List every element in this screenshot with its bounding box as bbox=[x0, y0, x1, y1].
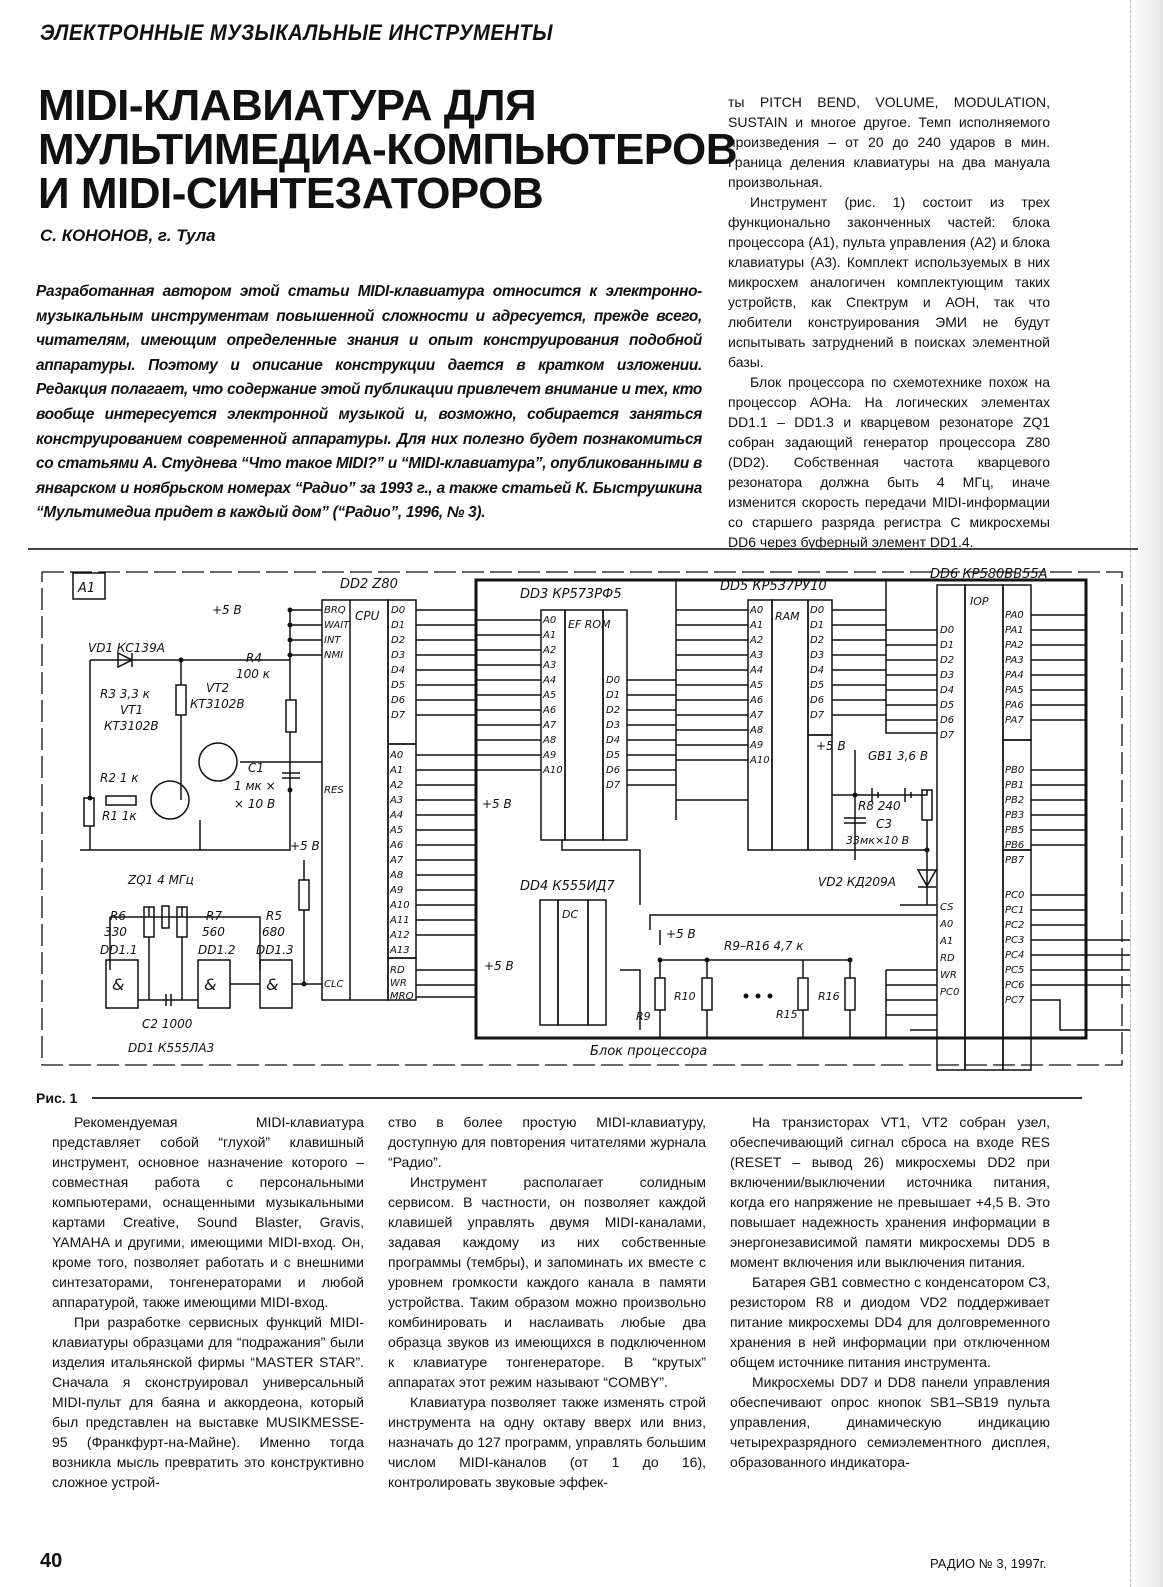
label-c3-value: 33мк×10 В bbox=[846, 834, 910, 847]
resistor-r16 bbox=[845, 978, 855, 1010]
paragraph: ты PITCH BEND, VOLUME, MODULATION, SUSTAIN и многое другое. Темп исполняемого произведения – от 20 до 240 ударов в мин. Граница деления клавиатуры на два мануала произвольная. bbox=[728, 94, 1050, 190]
pin-label-ppi-data: D1 bbox=[940, 640, 955, 651]
label-vt1-type: КТ3102В bbox=[104, 719, 159, 733]
label-r10: R10 bbox=[674, 990, 696, 1003]
pin-label-ram-addr: A4 bbox=[750, 665, 764, 676]
pin-label-port-b: PB1 bbox=[1005, 780, 1025, 791]
pin-label-ram-addr: A1 bbox=[750, 620, 764, 631]
text-column-2 bbox=[388, 1112, 706, 1492]
pin-label-ppi-data: D6 bbox=[940, 715, 955, 726]
pin-label-ppi-data: D4 bbox=[940, 685, 955, 696]
pin-label-cpu-addr: A9 bbox=[390, 885, 404, 896]
label-c1-voltage: × 10 В bbox=[234, 797, 276, 811]
schematic-figure bbox=[0, 550, 1163, 1090]
pin-label-cpu-ctrl: BRQ bbox=[324, 605, 346, 616]
label-gb1: GB1 3,6 В bbox=[868, 749, 929, 763]
label-dd6-core: IOP bbox=[970, 595, 989, 608]
magazine-issue: РАДИО № 3, 1997г. bbox=[930, 1556, 1047, 1571]
label-r5: R5 bbox=[266, 909, 282, 923]
pin-label-ram-addr: A2 bbox=[750, 635, 764, 646]
label-r4: R4 bbox=[246, 651, 262, 665]
label-r7-value: 560 bbox=[202, 925, 225, 939]
pin-label-port-c: PC7 bbox=[1005, 995, 1025, 1006]
text-column-1 bbox=[52, 1112, 364, 1492]
label-dd1: DD1 К555ЛА3 bbox=[128, 1041, 215, 1055]
label-r9-r16: R9–R16 4,7 к bbox=[724, 939, 804, 953]
label-r15: R15 bbox=[776, 1008, 798, 1021]
page-number: 40 bbox=[40, 1550, 63, 1572]
pin-label-ram-data: D5 bbox=[810, 680, 825, 691]
pin-label-rom-data: D2 bbox=[606, 705, 621, 716]
label-r4-value: 100 к bbox=[236, 667, 270, 681]
resistor-r2 bbox=[106, 796, 136, 805]
pin-label-cpu-addr: A11 bbox=[390, 915, 410, 926]
author-byline: С. КОНОНОВ, г. Тула bbox=[40, 226, 216, 245]
pin-label-ppi-ctrl: PC0 bbox=[940, 987, 960, 998]
label-plus5v: +5 В bbox=[482, 797, 512, 811]
pin-label-cpu-addr: A6 bbox=[390, 840, 404, 851]
resistor-r1 bbox=[84, 798, 94, 826]
label-dd5: DD5 КР537РУ10 bbox=[720, 579, 827, 594]
ellipsis-dot bbox=[744, 994, 749, 999]
pin-label-port-b: PB0 bbox=[1005, 765, 1025, 776]
pin-label-rom-addr: A8 bbox=[543, 735, 557, 746]
label-r3: R3 3,3 к bbox=[100, 687, 150, 701]
transistor-vt1 bbox=[151, 781, 189, 819]
title-line: MIDI-КЛАВИАТУРА ДЛЯ bbox=[38, 81, 537, 130]
pin-label-rom-addr: A5 bbox=[543, 690, 557, 701]
pin-label-port-a: PA5 bbox=[1005, 685, 1024, 696]
label-c2: C2 1000 bbox=[142, 1017, 193, 1031]
pin-label-cpu-data: D6 bbox=[391, 695, 406, 706]
resistor-r4 bbox=[286, 700, 296, 732]
pin-label-ram-data: D0 bbox=[810, 605, 825, 616]
label-r7: R7 bbox=[206, 909, 222, 923]
pin-label-ppi-ctrl: WR bbox=[940, 970, 957, 981]
pin-label-port-b: PB2 bbox=[1005, 795, 1025, 806]
pin-label-port-c: PC5 bbox=[1005, 965, 1025, 976]
pin-label-ram-addr: A10 bbox=[750, 755, 770, 766]
title-line: И MIDI-СИНТЕЗАТОРОВ bbox=[38, 169, 544, 218]
pin-label-rom-addr: A9 bbox=[543, 750, 557, 761]
pin-label-ram-addr: A3 bbox=[750, 650, 764, 661]
label-plus5v: +5 В bbox=[484, 959, 514, 973]
pin-label-cpu-addr: A10 bbox=[390, 900, 410, 911]
pin-label-rom-data: D0 bbox=[606, 675, 621, 686]
label-vd1: VD1 КС139А bbox=[88, 641, 165, 655]
label-dd1-3: DD1.3 bbox=[256, 943, 294, 957]
pin-label-cpu-ctrl: INT bbox=[324, 635, 341, 646]
pin-label-ram-data: D2 bbox=[810, 635, 825, 646]
pin-label-cpu-ctrl: RES bbox=[324, 785, 344, 796]
transistor-vt2 bbox=[199, 743, 237, 781]
pin-label-ram-data: D4 bbox=[810, 665, 825, 676]
pin-label-port-b: PB3 bbox=[1005, 810, 1025, 821]
nand-symbol: & bbox=[266, 975, 279, 994]
resistor-r10 bbox=[702, 978, 712, 1010]
label-zq1: ZQ1 4 МГц bbox=[128, 873, 194, 887]
resistor-r3 bbox=[176, 685, 186, 715]
label-c3: C3 bbox=[876, 817, 893, 831]
pin-label-rom-data: D6 bbox=[606, 765, 621, 776]
pin-label-port-a: PA3 bbox=[1005, 655, 1024, 666]
ellipsis-dot bbox=[756, 994, 761, 999]
bus-box bbox=[476, 580, 1086, 1038]
pin-label-ppi-data: D0 bbox=[940, 625, 955, 636]
label-c1-value: 1 мк × bbox=[234, 779, 276, 793]
pin-label-cpu-data: D1 bbox=[391, 620, 406, 631]
pin-label-ppi-data: D5 bbox=[940, 700, 955, 711]
pin-label-ppi-data: D2 bbox=[940, 655, 955, 666]
resistor-r9 bbox=[655, 978, 665, 1010]
label-plus5v: +5 В bbox=[816, 739, 846, 753]
pin-label-rom-addr: A7 bbox=[543, 720, 557, 731]
nand-symbol: & bbox=[112, 975, 125, 994]
pin-label-cpu-addr: A12 bbox=[390, 930, 410, 941]
pin-label-ram-addr: A7 bbox=[750, 710, 764, 721]
pin-label-cpu-addr: A4 bbox=[390, 810, 404, 821]
label-plus5v: +5 В bbox=[666, 927, 696, 941]
pin-label-ppi-ctrl: RD bbox=[940, 953, 955, 964]
paragraph: Рекомендуемая MIDI-клавиатура представляет собой “глухой” клавишный инструмент, основное назначение которого – совместная работа с персональными компьютерами, оснащенными музыкальными картами Creative, Sound Blaster, Gravis, YAMAHA и другими, имеющими MIDI-вход. Он, кроме того, позволяет работать и с внешними синтезаторами, тонгенераторами и любой аппаратурой, также имеющими MIDI-вход. bbox=[52, 1114, 364, 1310]
label-dd3-core: EF ROM bbox=[568, 618, 611, 631]
pin-label-ram-addr: A0 bbox=[750, 605, 764, 616]
label-plus5v: +5 В bbox=[212, 603, 242, 617]
pin-label-cpu-addr: A8 bbox=[390, 870, 404, 881]
pin-label-ram-data: D3 bbox=[810, 650, 825, 661]
label-vt2: VT2 bbox=[206, 681, 230, 695]
pin-label-port-a: PA0 bbox=[1005, 610, 1024, 621]
paragraph: Блок процессора по схемотехнике похож на процессор АОНа. На логических элементах DD1.1 – DD1.3 и кварцевом резонаторе ZQ1 собран задающий генератор процессора Z80 (DD2). Собственная частота кварцевого резонатора должна быть 4 МГц, иначе изменится скорость передачи MIDI-информации со старшего разряда регистра С микросхемы DD6 через буферный элемент DD1.4. bbox=[728, 374, 1050, 550]
pin-label-ppi-ctrl: A1 bbox=[940, 936, 954, 947]
pin-label-port-a: PA2 bbox=[1005, 640, 1024, 651]
pin-label-cpu-addr: A3 bbox=[390, 795, 404, 806]
pin-label-ram-data: D6 bbox=[810, 695, 825, 706]
text-column-top-right bbox=[728, 92, 1050, 552]
pin-label-port-c: PC4 bbox=[1005, 950, 1025, 961]
pin-label-ppi-data: D7 bbox=[940, 730, 955, 741]
pin-label-rom-data: D4 bbox=[606, 735, 621, 746]
pin-label-rom-addr: A2 bbox=[543, 645, 557, 656]
paragraph: Микросхемы DD7 и DD8 панели управления обеспечивают опрос кнопок SB1–SB19 пульта управления, динамическую индикацию четырехразрядного семиэлементного дисплея, образованного индикатора- bbox=[730, 1374, 1050, 1470]
pin-label-cpu-ctrl: RD bbox=[390, 965, 405, 976]
pin-label-rom-addr: A0 bbox=[543, 615, 557, 626]
pin-label-ram-addr: A6 bbox=[750, 695, 764, 706]
pin-label-cpu-ctrl: NMI bbox=[324, 650, 344, 661]
label-dd2-core: CPU bbox=[355, 609, 380, 623]
figure-caption: Рис. 1 bbox=[36, 1090, 78, 1106]
capacitor-c1 bbox=[282, 773, 300, 778]
pin-label-ram-data: D7 bbox=[810, 710, 825, 721]
pin-label-cpu-addr: A1 bbox=[390, 765, 404, 776]
title-line: МУЛЬТИМЕДИА-КОМПЬЮТЕРОВ bbox=[38, 125, 738, 174]
label-r1: R1 1к bbox=[102, 809, 137, 823]
label-dd4-core: DC bbox=[562, 908, 579, 921]
label-r6: R6 bbox=[110, 909, 126, 923]
block-label: Блок процессора bbox=[590, 1044, 708, 1059]
pin-label-port-c: PC1 bbox=[1005, 905, 1025, 916]
label-r6-value: 330 bbox=[104, 925, 127, 939]
article-title bbox=[38, 81, 738, 218]
pin-label-ram-addr: A5 bbox=[750, 680, 764, 691]
pin-label-cpu-addr: A5 bbox=[390, 825, 404, 836]
label-dd2: DD2 Z80 bbox=[340, 577, 398, 592]
section-heading: ЭЛЕКТРОННЫЕ МУЗЫКАЛЬНЫЕ ИНСТРУМЕНТЫ bbox=[40, 20, 553, 45]
pin-label-cpu-data: D0 bbox=[391, 605, 406, 616]
pin-label-cpu-addr: A7 bbox=[390, 855, 404, 866]
label-r16: R16 bbox=[818, 990, 840, 1003]
pin-label-rom-addr: A10 bbox=[543, 765, 563, 776]
label-plus5v: +5 В bbox=[290, 839, 320, 853]
pin-label-port-c: PC3 bbox=[1005, 935, 1025, 946]
pin-label-port-c: PC6 bbox=[1005, 980, 1025, 991]
paragraph: Батарея GB1 совместно с конденсатором C3, резистором R8 и диодом VD2 поддерживает питание микросхемы DD4 для долговременного хранения в ней информации при отключенном общем источнике питания инструмента. bbox=[730, 1274, 1050, 1370]
text-column-3 bbox=[730, 1112, 1050, 1472]
label-dd6: DD6 КР580ВВ55А bbox=[930, 567, 1048, 582]
pin-label-cpu-ctrl: WAIT bbox=[324, 620, 350, 631]
pin-label-ppi-data: D3 bbox=[940, 670, 955, 681]
paragraph: Инструмент (рис. 1) состоит из трех функционально законченных частей: блока процессора (А1), пульта управления (А2) и блока клавиатуры (А3). Комплект используемых в них микросхем аналогичен комплектующим таких устройств, как Спектрум и АОН, так что любители конструирования ЭМИ не будут испытывать затруднений в поисках элементной базы. bbox=[728, 194, 1050, 370]
pin-label-cpu-data: D2 bbox=[391, 635, 406, 646]
module-label: A1 bbox=[78, 581, 96, 596]
resistor-r15 bbox=[798, 978, 808, 1010]
paragraph: Клавиатура позволяет также изменять строй инструмента на одну октаву вверх или вниз, назначать до 127 программ, управлять большим числом MIDI-каналов (от 1 до 16), контролировать звуковые эффек- bbox=[388, 1394, 706, 1490]
pin-label-ram-addr: A8 bbox=[750, 725, 764, 736]
pin-label-cpu-data: D7 bbox=[391, 710, 406, 721]
label-r9: R9 bbox=[636, 1010, 651, 1023]
pin-label-port-c: PC2 bbox=[1005, 920, 1025, 931]
pin-label-rom-data: D5 bbox=[606, 750, 621, 761]
label-c1: C1 bbox=[248, 761, 265, 775]
pin-label-port-a: PA7 bbox=[1005, 715, 1024, 726]
pin-label-cpu-addr: A2 bbox=[390, 780, 404, 791]
label-r8: R8 240 bbox=[858, 799, 901, 813]
pin-label-port-a: PA1 bbox=[1005, 625, 1024, 636]
caption-rule bbox=[92, 1097, 1082, 1099]
label-vt1: VT1 bbox=[120, 703, 144, 717]
pin-label-cpu-data: D5 bbox=[391, 680, 406, 691]
label-dd5-core: RAM bbox=[775, 610, 800, 623]
pin-label-cpu-ctrl: WR bbox=[390, 978, 407, 989]
paragraph: При разработке сервисных функций MIDI-клавиатуры образцами для “подражания” были изделия итальянской фирмы “MASTER STAR”. Сначала я сконструировал универсальный MIDI-пульт для баяна и аккордеона, который был представлен на выставке MUSIKMESSE-95 (Франкфурт-на-Майне). Именно тогда возникла мысль превратить это конструктивно сложное устрой- bbox=[52, 1314, 364, 1490]
pin-label-cpu-ctrl: CLC bbox=[324, 979, 344, 990]
paragraph: Инструмент располагает солидным сервисом. В частности, он позволяет каждой клавишей управлять двумя MIDI-каналами, задавая каждому из них собственные программы (тембры), и запоминать их вместе с уровнем громкости каждого канала в памяти устройства. Таким образом можно произвольно комбинировать и наслаивать любые два образца звуков из имеющихся в подключенном к клавиатуре тонгенераторе. В “крутых” аппаратах этот режим называют “COMBY”. bbox=[388, 1174, 706, 1390]
pin-label-port-a: PA4 bbox=[1005, 670, 1024, 681]
pin-label-rom-data: D1 bbox=[606, 690, 621, 701]
pin-label-rom-addr: A4 bbox=[543, 675, 557, 686]
label-vt2-type: КТ3102В bbox=[190, 697, 245, 711]
label-r5-value: 680 bbox=[262, 925, 285, 939]
pin-label-rom-addr: A6 bbox=[543, 705, 557, 716]
paragraph: На транзисторах VT1, VT2 собран узел, обеспечивающий сигнал сброса на входе RES (RESET – вывод 26) микросхемы DD2 при включении/выключении источника питания, когда его напряжение не превышает +4,5 В. Это повышает надежность хранения информации в энергонезависимой памяти микросхемы DD5 в момент включения или выключения питания. bbox=[730, 1114, 1050, 1270]
pin-label-port-a: PA6 bbox=[1005, 700, 1024, 711]
resistor-r5 bbox=[299, 880, 309, 910]
label-r2: R2 1 к bbox=[100, 771, 139, 785]
pin-label-ppi-ctrl: A0 bbox=[940, 919, 954, 930]
pin-label-port-b: PB6 bbox=[1005, 840, 1025, 851]
paragraph: ство в более простую MIDI-клавиатуру, доступную для повторения читателями журнала “Радио”. bbox=[388, 1114, 706, 1170]
pin-label-cpu-addr: A13 bbox=[390, 945, 410, 956]
ellipsis-dot bbox=[768, 994, 773, 999]
chip-dd4 bbox=[540, 900, 558, 1025]
pin-label-cpu-addr: A0 bbox=[390, 750, 404, 761]
label-dd4: DD4 К555ИД7 bbox=[520, 879, 615, 894]
pin-label-port-c: PC0 bbox=[1005, 890, 1025, 901]
pin-label-rom-data: D3 bbox=[606, 720, 621, 731]
pin-label-ram-addr: A9 bbox=[750, 740, 764, 751]
pin-label-port-b: PB7 bbox=[1005, 855, 1025, 866]
label-dd1-1: DD1.1 bbox=[100, 943, 138, 957]
label-vd2: VD2 КД209А bbox=[818, 875, 896, 889]
pin-label-cpu-data: D3 bbox=[391, 650, 406, 661]
pin-label-rom-data: D7 bbox=[606, 780, 621, 791]
label-dd1-2: DD1.2 bbox=[198, 943, 236, 957]
pin-label-ram-data: D1 bbox=[810, 620, 825, 631]
lead-paragraph: Разработанная автором этой статьи MIDI-клавиатура относится к электронно-музыкальным инструментам повышенной сложности и адресуется, прежде всего, читателям, имеющим определенные знания и опыт конструирования подобной аппаратуры. Поэтому и описание конструкции дается в кратком изложении. Редакция полагает, что содержание этой публикации привлечет внимание и тех, кто вообще интересуется электронной музыкой и, возможно, собирается заняться конструированием современной аппаратуры. Для них полезно будет познакомиться со статьями А. Студнева “Что такое MIDI?” и “MIDI-клавиатура”, опубликованными в январском и ноябрьском номерах “Радио” за 1993 г., а также статьей К. Быструшкина “Мультимедиа придет в каждый дом” (“Радио”, 1996, № 3). bbox=[36, 283, 702, 522]
pin-label-cpu-data: D4 bbox=[391, 665, 406, 676]
pin-label-ppi-ctrl: CS bbox=[940, 902, 954, 913]
label-dd3: DD3 КР573РФ5 bbox=[520, 587, 622, 602]
pin-label-port-b: PB5 bbox=[1005, 825, 1025, 836]
nand-symbol: & bbox=[204, 975, 217, 994]
pin-label-rom-addr: A1 bbox=[543, 630, 557, 641]
pin-label-cpu-ctrl: MRQ bbox=[390, 991, 414, 1002]
pin-label-rom-addr: A3 bbox=[543, 660, 557, 671]
